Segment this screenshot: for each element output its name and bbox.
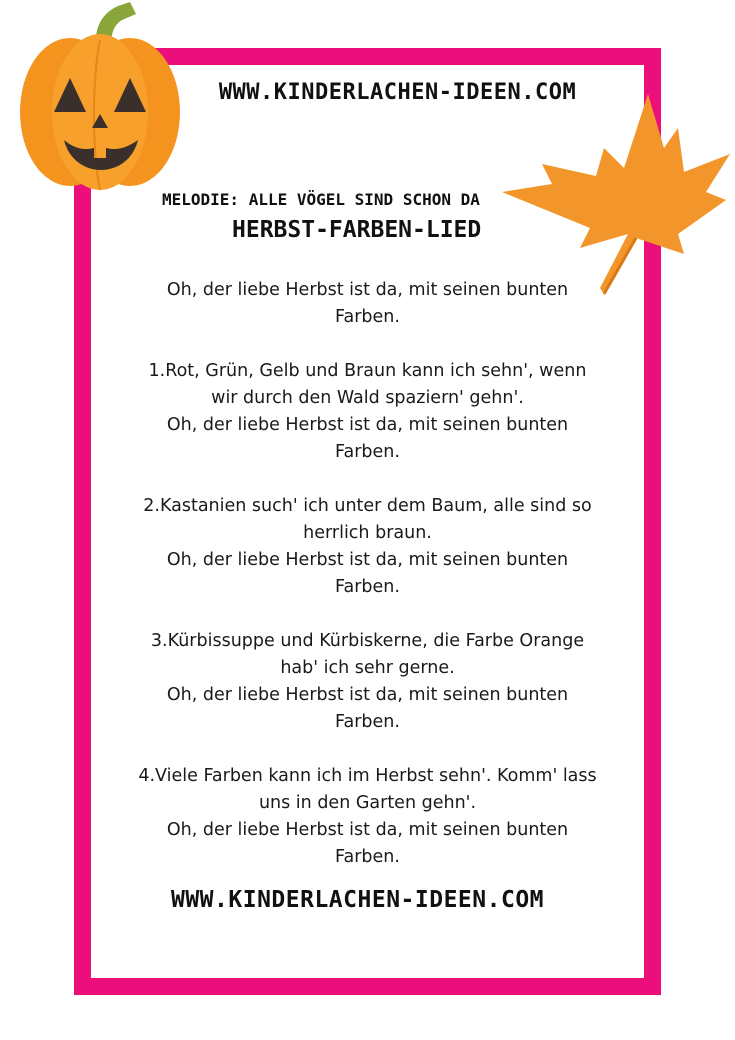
jack-o-lantern-icon bbox=[14, 0, 186, 192]
melody-line: MELODIE: ALLE VÖGEL SIND SCHON DA bbox=[162, 190, 480, 209]
website-url-bottom[interactable]: WWW.KINDERLACHEN-IDEEN.COM bbox=[170, 887, 545, 913]
website-url-top[interactable]: WWW.KINDERLACHEN-IDEEN.COM bbox=[218, 80, 577, 105]
verse-1 bbox=[110, 358, 625, 466]
refrain-line: Farben. bbox=[335, 442, 400, 462]
lyric-line: uns in den Garten gehn'. bbox=[258, 793, 477, 813]
lyric-line: 1.Rot, Grün, Gelb und Braun kann ich sehn', wenn bbox=[148, 361, 587, 381]
lyric-line: 3.Kürbissuppe und Kürbiskerne, die Farbe Orange bbox=[150, 631, 585, 651]
verse-4 bbox=[110, 763, 625, 871]
refrain-line: Oh, der liebe Herbst ist da, mit seinen bunten bbox=[166, 415, 569, 435]
refrain-line: Farben. bbox=[335, 712, 400, 732]
maple-leaf-icon bbox=[500, 88, 735, 298]
song-lyrics bbox=[110, 277, 625, 898]
verse-2 bbox=[110, 493, 625, 601]
refrain-line: Oh, der liebe Herbst ist da, mit seinen bunten bbox=[166, 820, 569, 840]
refrain-line: Oh, der liebe Herbst ist da, mit seinen bunten bbox=[166, 550, 569, 570]
lyric-line: 2.Kastanien such' ich unter dem Baum, alle sind so bbox=[143, 496, 592, 516]
lyric-line: herrlich braun. bbox=[303, 523, 432, 543]
verse-3 bbox=[110, 628, 625, 736]
refrain-line: Farben. bbox=[335, 847, 400, 867]
lyric-line: Farben. bbox=[335, 307, 400, 327]
lyric-line: wir durch den Wald spaziern' gehn'. bbox=[211, 388, 524, 408]
refrain-line: Oh, der liebe Herbst ist da, mit seinen bunten bbox=[166, 685, 569, 705]
refrain-line: Farben. bbox=[335, 577, 400, 597]
lyric-line: 4.Viele Farben kann ich im Herbst sehn'. Komm' lass bbox=[138, 766, 597, 786]
lyric-line: hab' ich sehr gerne. bbox=[280, 658, 455, 678]
lyric-line: Oh, der liebe Herbst ist da, mit seinen bunten bbox=[166, 280, 569, 300]
song-title: HERBST-FARBEN-LIED bbox=[232, 217, 482, 243]
